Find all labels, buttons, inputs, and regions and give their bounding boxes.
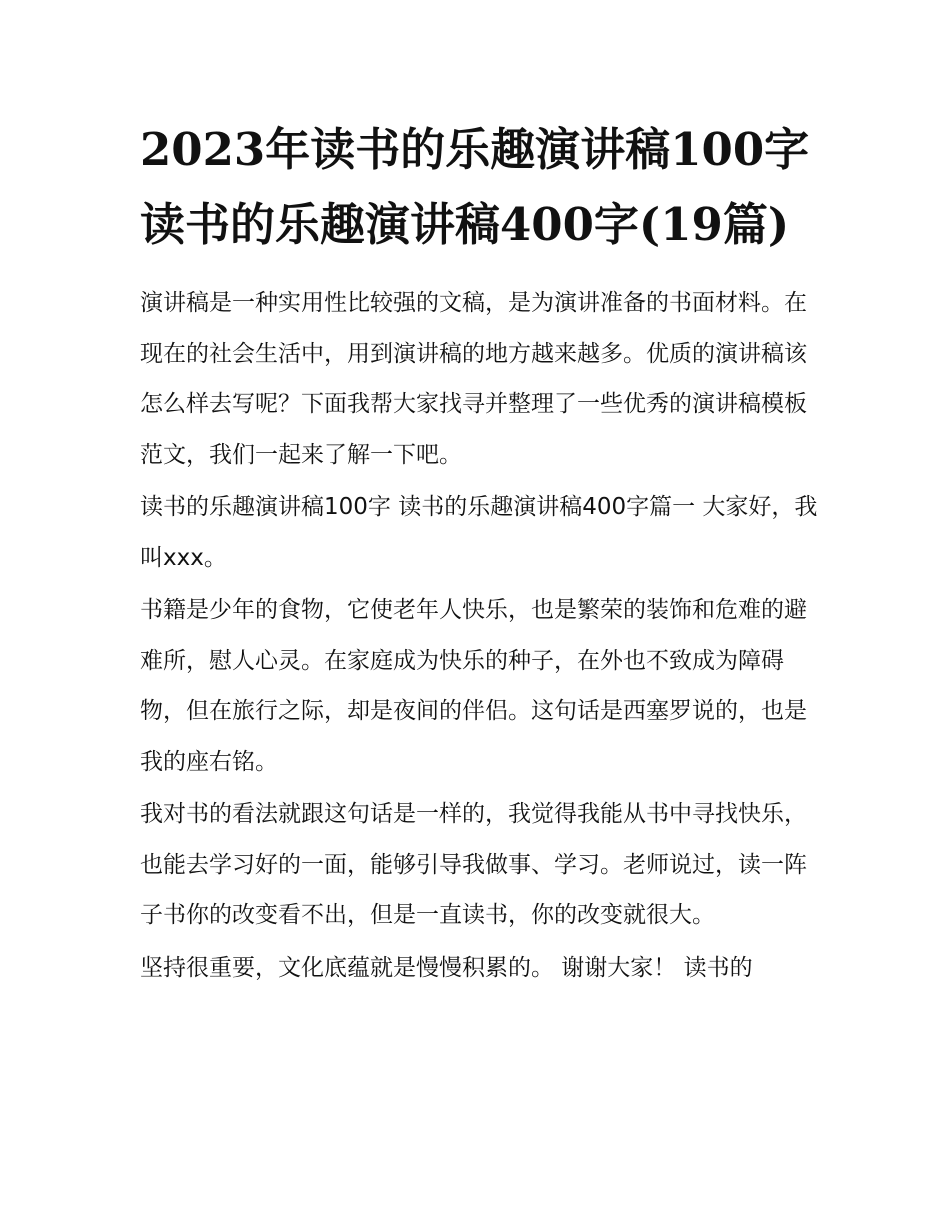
document-title: 2023年读书的乐趣演讲稿100字 读书的乐趣演讲稿400字(19篇) — [140, 123, 810, 251]
paragraph-greeting: 读书的乐趣演讲稿100字 读书的乐趣演讲稿400字篇一 大家好，我叫xxx。 — [140, 494, 818, 571]
paragraph-closing: 坚持很重要，文化底蕴就是慢慢积累的。 谢谢大家！ 读书的 — [140, 954, 753, 981]
paragraph-quote: 书籍是少年的食物，它使老年人快乐，也是繁荣的装饰和危难的避难所，慰人心灵。在家庭成为快乐的种子，在外也不致成为障碍物，但在旅行之际，却是夜间的伴侣。这句话是西塞罗说的，也是我的座右铭。 — [140, 597, 807, 775]
document-page — [140, 112, 820, 995]
paragraph-intro: 演讲稿是一种实用性比较强的文稿，是为演讲准备的书面材料。在现在的社会生活中，用到演讲稿的地方越来越多。优质的演讲稿该怎么样去写呢？下面我帮大家找寻并整理了一些优秀的演讲稿模板范文，我们一起来了解一下吧。 — [140, 290, 807, 468]
paragraph-opinion: 我对书的看法就跟这句话是一样的，我觉得我能从书中寻找快乐，也能去学习好的一面，能够引导我做事、学习。老师说过，读一阵子书你的改变看不出，但是一直读书，你的改变就很大。 — [140, 801, 807, 928]
